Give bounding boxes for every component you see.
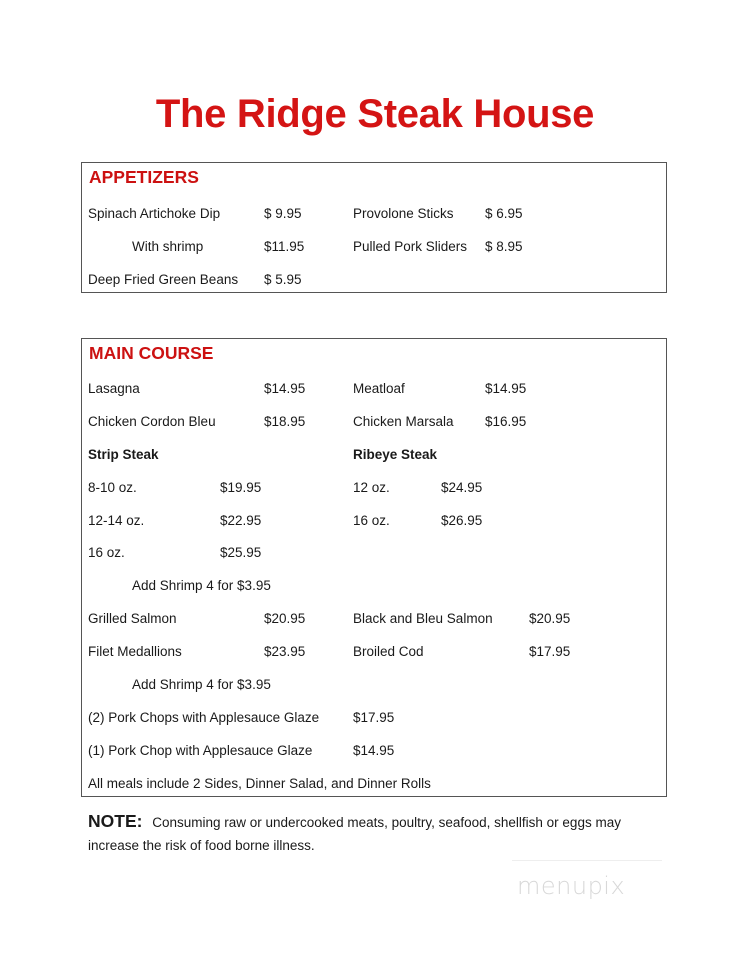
menu-item-name: Pulled Pork Sliders (353, 239, 468, 254)
steak-price: $19.95 (220, 480, 262, 495)
menu-item-price: $14.95 (264, 381, 306, 396)
menu-item-name: Deep Fried Green Beans (88, 272, 239, 287)
menu-item-name: Black and Bleu Salmon (353, 611, 493, 626)
steak-size: 12 oz. (353, 480, 390, 495)
menu-item-price: $17.95 (529, 644, 571, 659)
steak-size: 8-10 oz. (88, 480, 137, 495)
steak-price: $22.95 (220, 513, 262, 528)
main-course-heading: MAIN COURSE (89, 343, 214, 363)
menu-item-price: $17.95 (353, 710, 395, 725)
appetizers-heading: APPETIZERS (89, 167, 199, 187)
menu-item-price: $16.95 (485, 414, 527, 429)
note-label: NOTE: (88, 811, 143, 831)
ribeye-steak-heading: Ribeye Steak (353, 447, 438, 462)
food-safety-note (88, 810, 668, 857)
menu-item-price: $11.95 (264, 239, 305, 254)
steak-price: $24.95 (441, 480, 483, 495)
steak-size: 16 oz. (88, 545, 125, 560)
menu-item-price: $23.95 (264, 644, 306, 659)
menu-item-name: Broiled Cod (353, 644, 424, 659)
watermark-divider (512, 860, 662, 861)
menu-item-name: (2) Pork Chops with Applesauce Glaze (88, 710, 320, 725)
menu-item-price: $18.95 (264, 414, 306, 429)
add-on-note: Add Shrimp 4 for $3.95 (132, 578, 271, 593)
menu-item-name: Chicken Cordon Bleu (88, 414, 216, 429)
menu-item-price: $14.95 (353, 743, 395, 758)
menu-item-name: Spinach Artichoke Dip (88, 206, 221, 221)
menu-item-price: $ 6.95 (485, 206, 523, 221)
menupix-watermark: menupix (517, 872, 626, 900)
menu-item-price: $20.95 (264, 611, 306, 626)
restaurant-title: The Ridge Steak House (155, 92, 595, 136)
steak-price: $26.95 (441, 513, 483, 528)
menu-item-name: Provolone Sticks (353, 206, 454, 221)
menu-item-name: With shrimp (132, 239, 204, 254)
menu-item-price: $14.95 (485, 381, 527, 396)
note-text: Consuming raw or undercooked meats, poultry, seafood, shellfish or eggs may increase the risk of food borne illness. (88, 815, 621, 853)
steak-size: 16 oz. (353, 513, 390, 528)
meals-include-note: All meals include 2 Sides, Dinner Salad, and Dinner Rolls (88, 776, 431, 791)
menu-item-name: (1) Pork Chop with Applesauce Glaze (88, 743, 313, 758)
steak-size: 12-14 oz. (88, 513, 145, 528)
add-on-note: Add Shrimp 4 for $3.95 (132, 677, 271, 692)
menu-item-name: Chicken Marsala (353, 414, 454, 429)
menu-item-name: Lasagna (88, 381, 140, 396)
menu-item-name: Meatloaf (353, 381, 405, 396)
menu-item-price: $ 8.95 (485, 239, 523, 254)
strip-steak-heading: Strip Steak (88, 447, 159, 462)
appetizers-section (81, 162, 667, 293)
menu-item-price: $20.95 (529, 611, 571, 626)
menu-item-price: $ 9.95 (264, 206, 302, 221)
menu-item-name: Filet Medallions (88, 644, 182, 659)
main-course-section (81, 338, 667, 797)
menu-item-name: Grilled Salmon (88, 611, 177, 626)
menu-item-price: $ 5.95 (264, 272, 302, 287)
steak-price: $25.95 (220, 545, 262, 560)
